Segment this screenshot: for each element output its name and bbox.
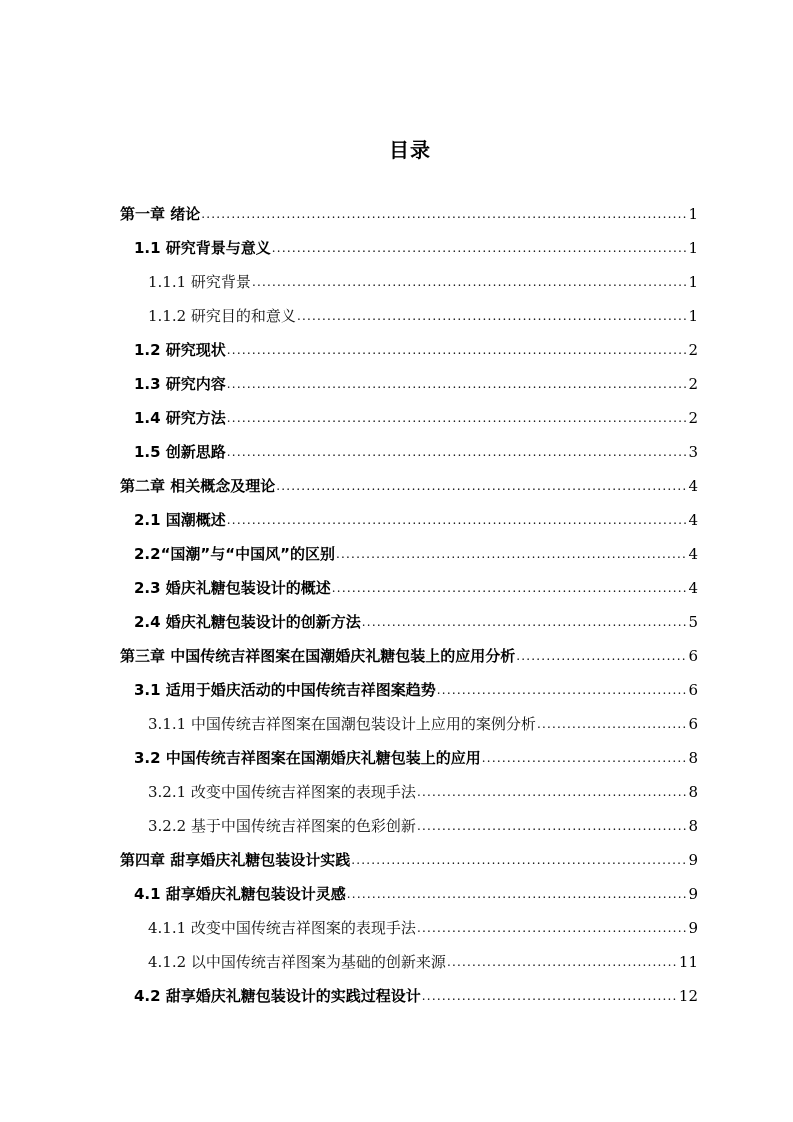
toc-page-number: 8 [688,817,698,835]
toc-page-number: 6 [688,681,698,699]
dot-leader [417,916,687,940]
toc-entry-label: 3.1 适用于婚庆活动的中国传统吉祥图案趋势 [134,681,436,699]
toc-entry-subsection-1-1-2[interactable] [148,304,698,328]
toc-entry-label: 1.5 创新思路 [134,443,226,461]
toc-entry-label: 2.2“国潮”与“中国风”的区别 [134,545,336,563]
toc-entry-label: 2.3 婚庆礼糖包装设计的概述 [134,579,331,597]
toc-page-number: 9 [688,885,698,903]
toc-page-number: 4 [688,545,698,563]
dot-leader [332,576,687,600]
toc-entry-label: 4.1.2 以中国传统吉祥图案为基础的创新来源 [148,953,446,971]
toc-page-number: 11 [678,953,698,971]
toc-page-number: 9 [688,851,698,869]
dot-leader [227,440,687,464]
toc-entry-section-3-2[interactable] [134,746,698,770]
toc-entry-section-2-3[interactable] [134,576,698,600]
toc-page-number: 8 [688,783,698,801]
toc-page-number: 3 [688,443,698,461]
toc-entry-label: 1.1.2 研究目的和意义 [148,307,296,325]
toc-page-number: 2 [688,375,698,393]
toc-entry-label: 4.1 甜享婚庆礼糖包装设计灵感 [134,885,346,903]
toc-entry-label: 第四章 甜享婚庆礼糖包装设计实践 [120,851,351,869]
toc-entry-label: 1.3 研究内容 [134,375,226,393]
toc-entry-label: 1.4 研究方法 [134,409,226,427]
dot-leader [516,644,686,668]
toc-entry-label: 第二章 相关概念及理论 [120,477,276,495]
toc-entry-subsection-4-1-2[interactable] [148,950,698,974]
toc-page-number: 12 [678,987,698,1005]
toc-entry-section-3-1[interactable] [134,678,698,702]
toc-page-number: 2 [688,409,698,427]
dot-leader [422,984,677,1008]
toc-entry-label: 3.2.2 基于中国传统吉祥图案的色彩创新 [148,817,416,835]
toc-entry-label: 3.2 中国传统吉祥图案在国潮婚庆礼糖包装上的应用 [134,749,481,767]
dot-leader [227,338,687,362]
dot-leader [537,712,687,736]
toc-page-number: 8 [688,749,698,767]
dot-leader [297,304,687,328]
toc-page-number: 1 [688,239,698,257]
toc-entry-label: 第一章 绪论 [120,205,201,223]
toc-page-number: 6 [688,647,698,665]
toc-entry-section-1-5[interactable] [134,440,698,464]
toc-entry-chapter-3[interactable] [120,644,698,668]
toc-entry-label: 1.2 研究现状 [134,341,226,359]
dot-leader [417,780,687,804]
dot-leader [362,610,687,634]
toc-entry-label: 2.1 国潮概述 [134,511,226,529]
dot-leader [482,746,687,770]
toc-entry-section-4-2[interactable] [134,984,698,1008]
dot-leader [437,678,687,702]
toc-entry-subsection-4-1-1[interactable] [148,916,698,940]
dot-leader [276,474,686,498]
toc-entry-section-1-3[interactable] [134,372,698,396]
toc-entry-label: 4.2 甜享婚庆礼糖包装设计的实践过程设计 [134,987,421,1005]
toc-page-number: 1 [688,307,698,325]
toc-entry-chapter-2[interactable] [120,474,698,498]
toc-entry-subsection-3-1-1[interactable] [148,712,698,736]
toc-page-number: 4 [688,579,698,597]
dot-leader [347,882,687,906]
toc-entry-section-2-2[interactable] [134,542,698,566]
toc-page-number: 2 [688,341,698,359]
toc-page-number: 1 [688,273,698,291]
toc-entry-label: 第三章 中国传统吉祥图案在国潮婚庆礼糖包装上的应用分析 [120,647,516,665]
toc-page-number: 5 [688,613,698,631]
toc-page-number: 4 [688,511,698,529]
toc-entry-subsection-3-2-1[interactable] [148,780,698,804]
toc-entry-chapter-4[interactable] [120,848,698,872]
dot-leader [447,950,677,974]
toc-entry-section-2-4[interactable] [134,610,698,634]
toc-entry-label: 3.1.1 中国传统吉祥图案在国潮包装设计上应用的案例分析 [148,715,536,733]
toc-entry-label: 2.4 婚庆礼糖包装设计的创新方法 [134,613,361,631]
toc-entry-label: 3.2.1 改变中国传统吉祥图案的表现手法 [148,783,416,801]
toc-entry-label: 4.1.1 改变中国传统吉祥图案的表现手法 [148,919,416,937]
toc-title: 目录 [389,138,431,162]
dot-leader [252,270,687,294]
toc-entry-subsection-1-1-1[interactable] [148,270,698,294]
toc-page-number: 6 [688,715,698,733]
dot-leader [201,202,686,226]
toc-entry-subsection-3-2-2[interactable] [148,814,698,838]
dot-leader [336,542,686,566]
dot-leader [417,814,687,838]
toc-page-number: 1 [688,205,698,223]
toc-entry-label: 1.1 研究背景与意义 [134,239,271,257]
toc-entry-section-1-1[interactable] [134,236,698,260]
dot-leader [351,848,686,872]
dot-leader [272,236,687,260]
toc-entry-chapter-1[interactable] [120,202,698,226]
toc-entry-section-2-1[interactable] [134,508,698,532]
toc-entry-section-1-2[interactable] [134,338,698,362]
toc-entry-section-1-4[interactable] [134,406,698,430]
toc-entry-section-4-1[interactable] [134,882,698,906]
dot-leader [227,508,687,532]
dot-leader [227,372,687,396]
dot-leader [227,406,687,430]
toc-page-number: 9 [688,919,698,937]
toc-entry-label: 1.1.1 研究背景 [148,273,251,291]
toc-page-number: 4 [688,477,698,495]
